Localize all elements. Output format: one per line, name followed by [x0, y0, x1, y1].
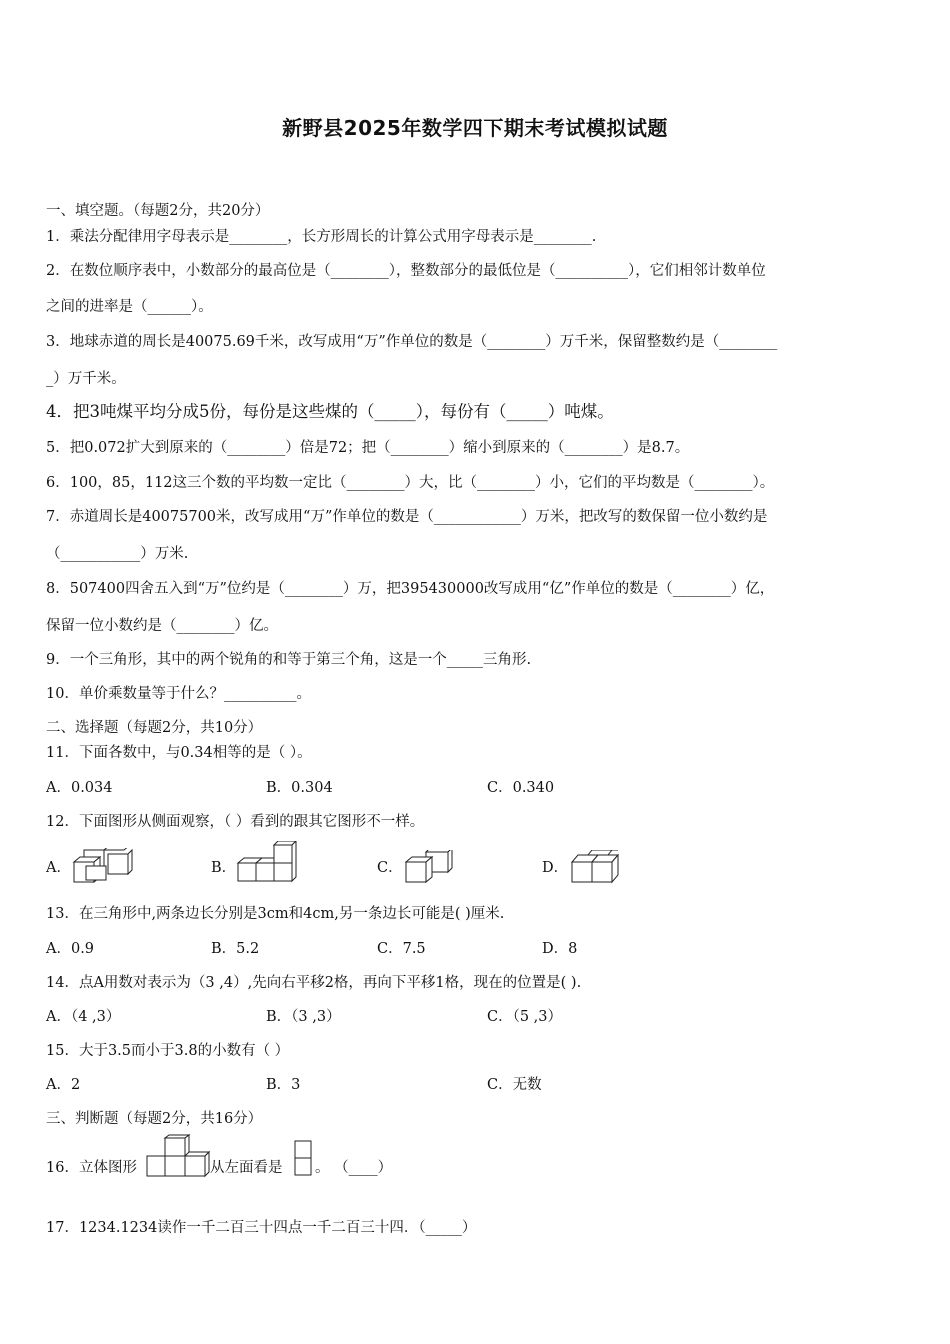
question-15: 15．大于3.5而小于3.8的小数有（ ） — [46, 1043, 290, 1059]
question-9: 9．一个三角形，其中的两个锐角的和等于第三个角，这是一个_____三角形. — [46, 652, 532, 668]
question-12: 12．下面图形从侧面观察，（ ）看到的跟其它图形不一样。 — [46, 814, 425, 830]
question-2-line-1: 2．在数位顺序表中，小数部分的最高位是（________），整数部分的最低位是（__________），它们相邻计数单位 — [46, 263, 766, 279]
q15-option-b: B．3 — [266, 1077, 301, 1093]
question-14: 14．点A用数对表示为（3 ,4）,先向右平移2格，再向下平移1格，现在的位置是( ). — [46, 975, 582, 991]
q12-figure-a — [72, 848, 136, 884]
q15-option-a: A．2 — [46, 1077, 81, 1093]
section-judge: 三、判断题（每题2分，共16分） — [46, 1111, 263, 1127]
q12-option-b: B． — [211, 860, 237, 876]
q14-option-a: A．（4 ,3） — [46, 1009, 121, 1025]
question-5: 5．把0.072扩大到原来的（________）倍是72；把（________）缩小到原来的（________）是8.7。 — [46, 440, 690, 456]
question-7-line-2: （___________）万米. — [46, 546, 189, 562]
question-11: 11．下面各数中，与0.34相等的是（ ）。 — [46, 745, 312, 761]
q12-option-d: D． — [542, 860, 569, 876]
question-2-line-2: 之间的进率是（______）。 — [46, 299, 213, 315]
question-1: 1．乘法分配律用字母表示是________，长方形周长的计算公式用字母表示是________. — [46, 229, 597, 245]
question-10: 10．单价乘数量等于什么？__________。 — [46, 686, 311, 702]
q16-left-view-figure — [294, 1140, 314, 1178]
page-title: 新野县2025年数学四下期末考试模拟试题 — [282, 116, 668, 140]
question-16-prefix: 16．立体图形 — [46, 1160, 137, 1176]
question-7-line-1: 7．赤道周长是40075700米，改写成用“万”作单位的数是（____________）万米，把改写的数保留一位小数约是 — [46, 509, 768, 525]
question-3-line-2: _）万千米。 — [46, 371, 126, 387]
q12-figure-c — [404, 850, 456, 884]
question-16-suffix: 。 （____） — [315, 1160, 393, 1176]
q12-option-c: C． — [377, 860, 403, 876]
q12-option-a: A． — [46, 860, 71, 876]
q14-option-c: C．（5 ,3） — [487, 1009, 563, 1025]
q15-option-c: C．无数 — [487, 1077, 542, 1093]
q12-figure-b — [236, 841, 300, 885]
q13-option-b: B．5.2 — [211, 941, 260, 957]
question-3-line-1: 3．地球赤道的周长是40075.69千米，改写成用“万”作单位的数是（________）万千米，保留整数约是（________ — [46, 334, 778, 350]
section-fill-blank: 一、填空题。（每题2分，共20分） — [46, 203, 270, 219]
q11-option-b: B．0.304 — [266, 780, 333, 796]
question-13: 13．在三角形中,两条边长分别是3cm和4cm,另一条边长可能是( )厘米. — [46, 906, 505, 922]
q11-option-a: A．0.034 — [46, 780, 113, 796]
q14-option-b: B．（3 ,3） — [266, 1009, 341, 1025]
q12-figure-d — [570, 850, 622, 884]
question-16-middle: 从左面看是 — [210, 1160, 283, 1176]
q11-option-c: C．0.340 — [487, 780, 555, 796]
question-8-line-2: 保留一位小数约是（________）亿。 — [46, 618, 278, 634]
section-choice: 二、选择题（每题2分，共10分） — [46, 720, 263, 736]
q13-option-a: A．0.9 — [46, 941, 95, 957]
question-4: 4．把3吨煤平均分成5份，每份是这些煤的（_____），每份有（_____）吨煤。 — [46, 402, 614, 421]
question-8-line-1: 8．507400四舍五入到“万”位约是（________）万，把395430000改写成用“亿”作单位的数是（________）亿， — [46, 581, 775, 597]
q16-solid-figure — [145, 1134, 211, 1180]
q13-option-d: D．8 — [542, 941, 578, 957]
q13-option-c: C．7.5 — [377, 941, 426, 957]
question-17: 17．1234.1234读作一千二百三十四点一千二百三十四．（_____） — [46, 1220, 477, 1236]
question-6: 6．100，85，112这三个数的平均数一定比（________）大，比（________）小，它们的平均数是（________）。 — [46, 475, 775, 491]
